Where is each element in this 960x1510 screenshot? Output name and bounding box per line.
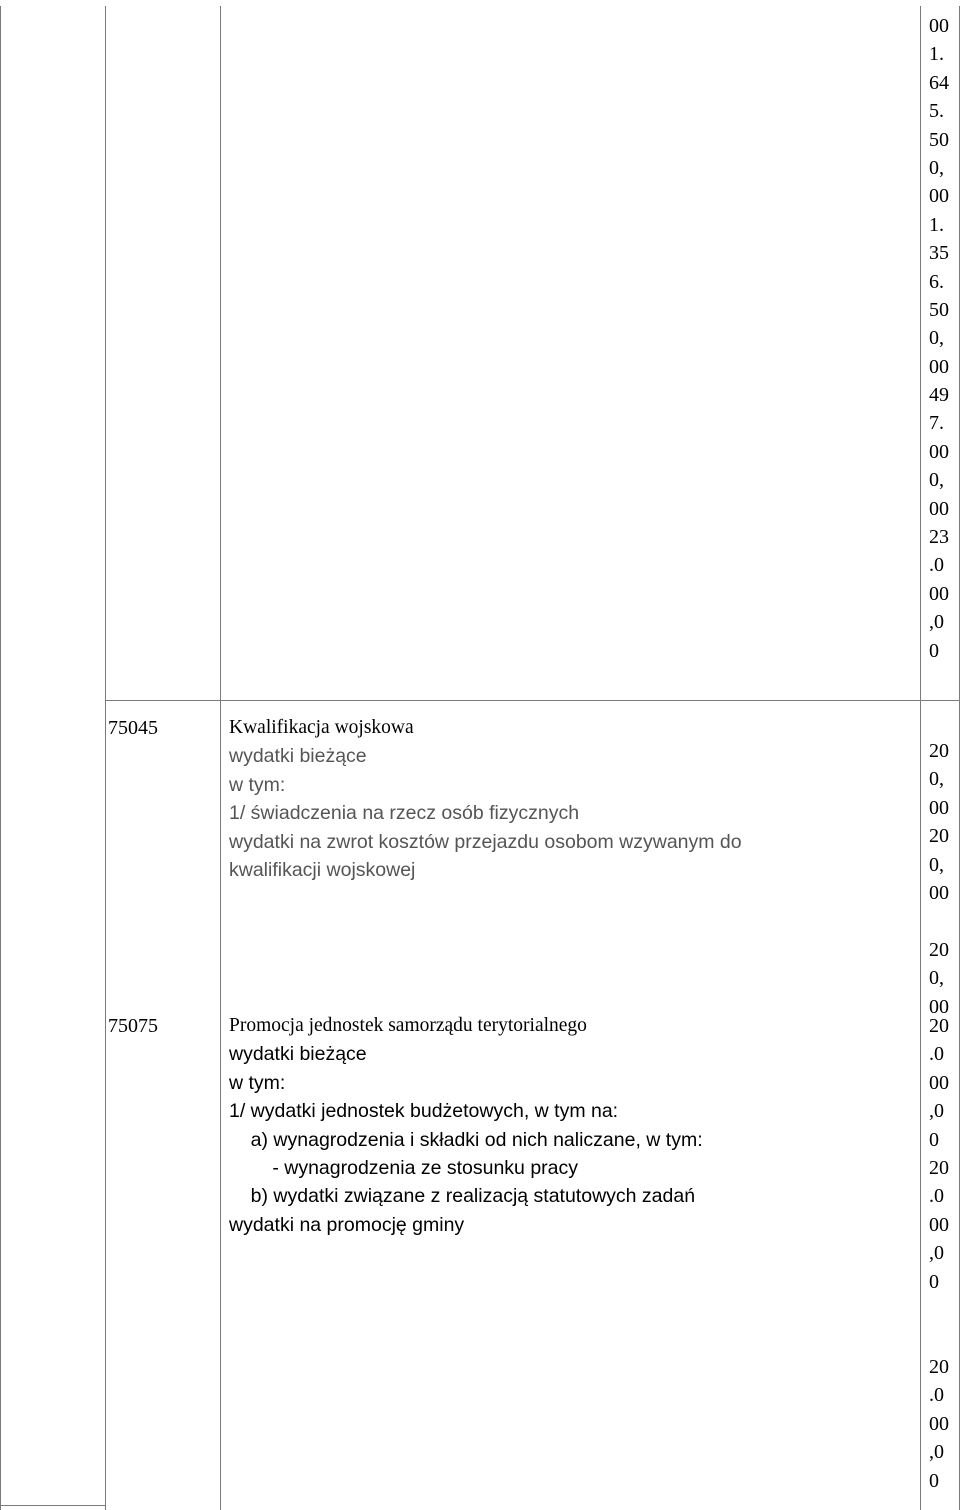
description-line: b) wydatki związane z realizacją statutowych zadań [229,1185,696,1208]
amount-fragment: 1. [929,43,944,66]
amount-fragment: 00 [929,995,949,1018]
amount-fragment: 00 [929,881,949,904]
description-line: wydatki na zwrot kosztów przejazdu osobom wzywanym do [229,830,742,853]
table-border-bottom [0,1505,106,1506]
amount-column-75045-a [929,737,960,907]
amount-fragment: 00 [929,355,949,378]
amount-column-75075-a [929,1012,960,1296]
section-description-75075 [229,1012,919,1239]
amount-fragment: ,0 [929,1441,944,1464]
column-divider-description [220,6,221,1510]
amount-fragment: 0 [929,1128,939,1151]
amount-fragment: 0, [929,967,944,990]
amount-fragment: 0, [929,327,944,350]
column-divider-code [105,6,106,1510]
amount-fragment: 50 [929,298,949,321]
description-line: w tym: [229,1071,286,1094]
description-line: w tym: [229,773,286,796]
description-line: a) wynagrodzenia i składki od nich naliczane, w tym: [229,1128,703,1151]
amount-fragment: 00 [929,796,949,819]
amount-fragment: 6. [929,270,944,293]
amount-fragment: 0 [929,639,939,662]
table-border-left [0,6,1,1510]
column-divider-amount [920,6,921,1510]
amount-fragment: 50 [929,128,949,151]
section-code-75045: 75045 [108,717,158,739]
amount-fragment: 0, [929,469,944,492]
amount-fragment: .0 [929,1043,944,1066]
description-line: 1/ wydatki jednostek budżetowych, w tym na: [229,1100,619,1123]
amount-column-top [929,12,960,665]
amount-fragment: 0, [929,853,944,876]
amount-fragment: 20 [929,1156,949,1179]
amount-fragment: 20 [929,1015,949,1037]
amount-fragment: 20 [929,1356,949,1378]
description-line: wydatki bieżące [229,1043,367,1066]
description-line: 1/ świadczenia na rzecz osób fizycznych [229,802,580,825]
amount-column-75045-b [929,936,960,1021]
amount-fragment: 00 [929,1213,949,1236]
description-line: wydatki bieżące [229,745,367,768]
description-line: - wynagrodzenia ze stosunku pracy [229,1156,579,1179]
amount-fragment: 00 [929,582,949,605]
amount-fragment: 0, [929,156,944,179]
amount-fragment: 00 [929,440,949,463]
amount-fragment: 20 [929,939,949,961]
amount-fragment: 49 [929,384,949,407]
amount-fragment: .0 [929,554,944,577]
amount-fragment: 00 [929,15,949,37]
amount-fragment: 00 [929,1412,949,1435]
amount-fragment: 23 [929,526,949,549]
section-description-75045 [229,714,919,884]
description-line: kwalifikacji wojskowej [229,858,416,881]
amount-fragment: 00 [929,1071,949,1094]
amount-column-75075-b [929,1353,960,1495]
amount-fragment: 5. [929,100,944,123]
amount-fragment: .0 [929,1185,944,1208]
amount-fragment: 20 [929,825,949,848]
amount-fragment: 35 [929,242,949,265]
description-line: wydatki na promocję gminy [229,1213,465,1236]
section-code-75075: 75075 [108,1015,158,1037]
amount-fragment: 00 [929,497,949,520]
amount-fragment: 0 [929,1270,939,1293]
amount-fragment: 1. [929,213,944,236]
amount-fragment: ,0 [929,611,944,634]
amount-fragment: ,0 [929,1242,944,1265]
amount-fragment: 64 [929,71,949,94]
amount-fragment: 7. [929,412,944,435]
amount-fragment: 00 [929,185,949,208]
amount-fragment: 0, [929,768,944,791]
amount-fragment: 20 [929,740,949,762]
amount-fragment: 0 [929,1469,939,1492]
amount-fragment: ,0 [929,1100,944,1123]
amount-fragment: .0 [929,1384,944,1407]
row-separator [105,700,960,701]
section-title: Promocja jednostek samorządu terytorialnego [229,1015,587,1036]
section-title: Kwalifikacja wojskowa [229,717,414,738]
